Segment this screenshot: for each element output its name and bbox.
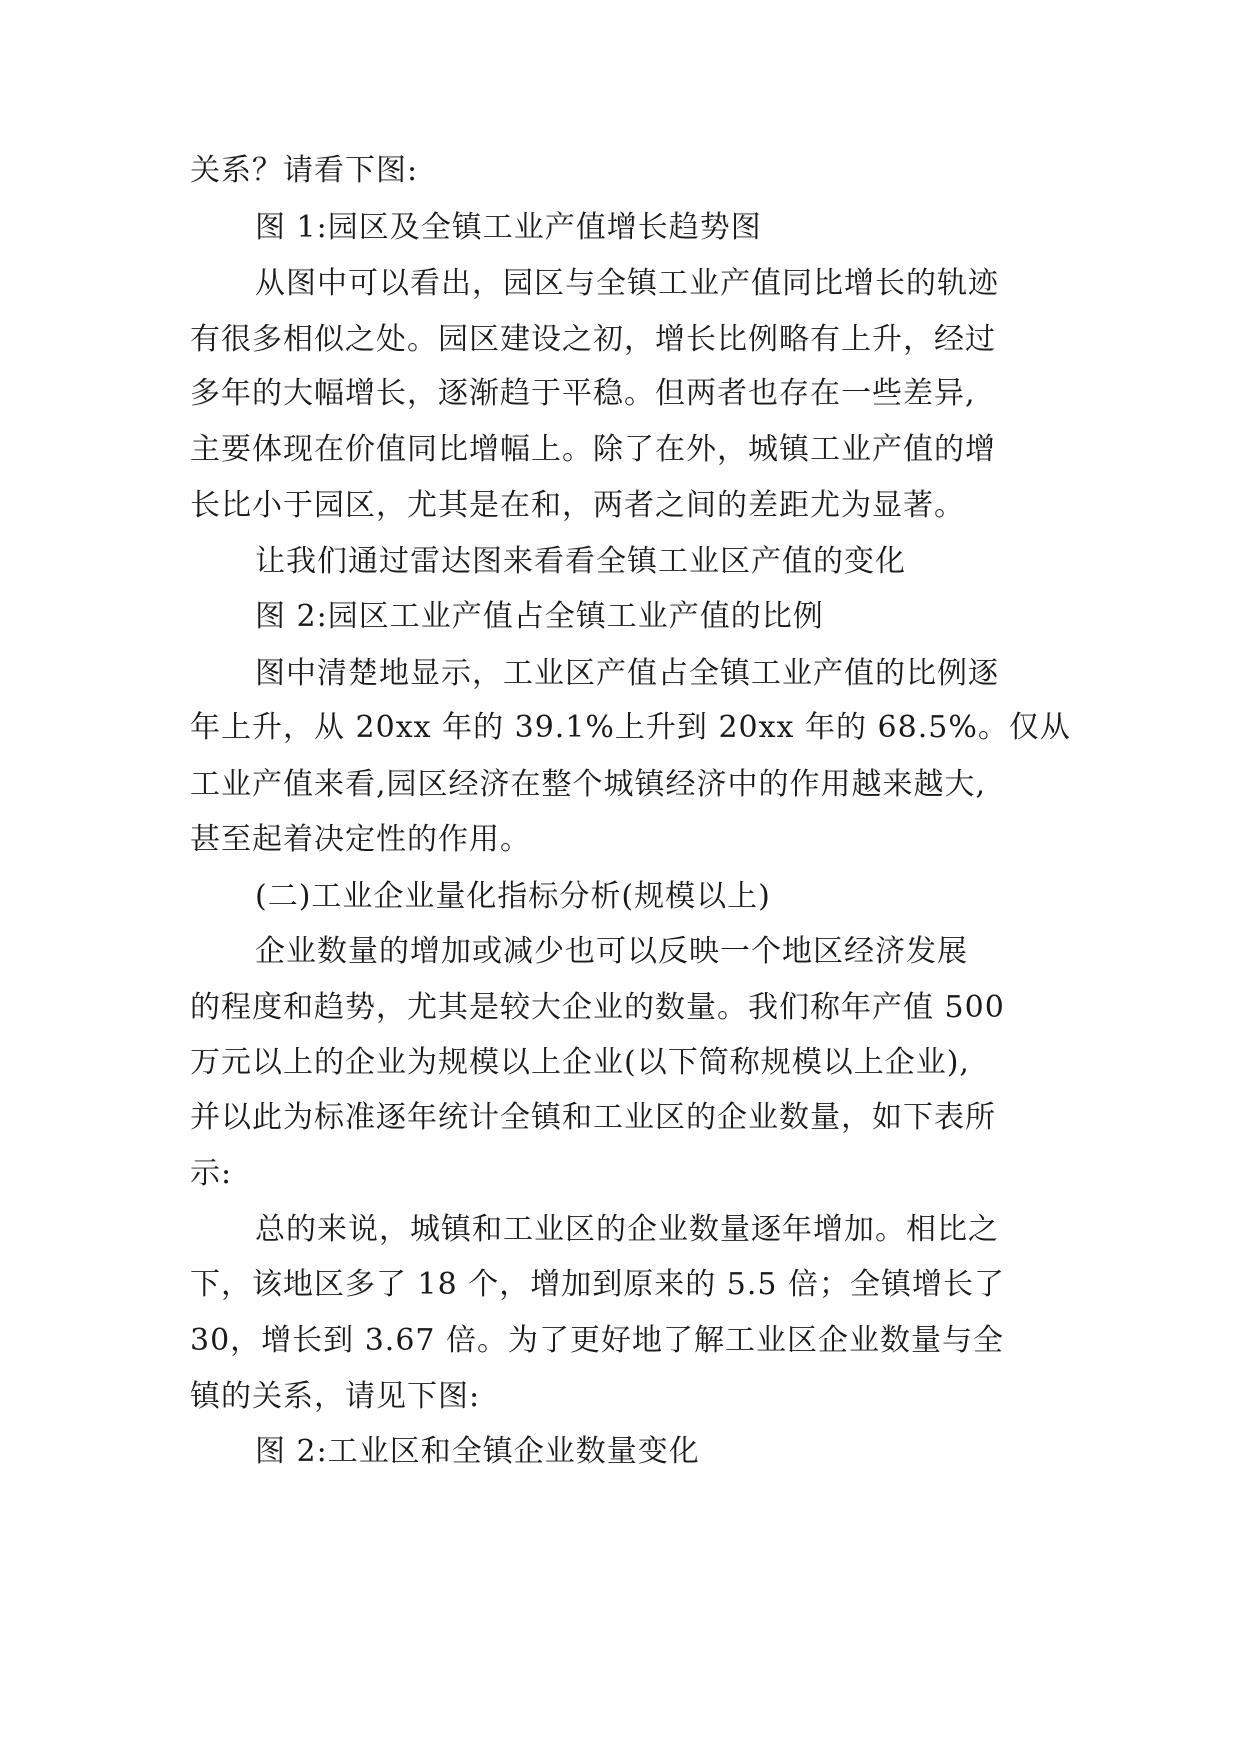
paragraph-line: 多年的大幅增长，逐渐趋于平稳。但两者也存在一些差异, [190, 376, 976, 411]
section-heading: (二)工业企业量化指标分析(规模以上) [255, 879, 771, 914]
paragraph-line: 从图中可以看出，园区与全镇工业产值同比增长的轨迹 [255, 266, 999, 301]
paragraph-line: 工业产值来看,园区经济在整个城镇经济中的作用越来越大, [190, 767, 987, 802]
paragraph-line: 下，该地区多了 18 个，增加到原来的 5.5 倍；全镇增长了 [190, 1267, 1006, 1302]
paragraph-line: 的程度和趋势，尤其是较大企业的数量。我们称年产值 500 [190, 990, 1005, 1025]
paragraph-line: 年上升，从 20xx 年的 39.1%上升到 20xx 年的 68.5%。仅从 [190, 710, 1071, 745]
paragraph-line: 示: [190, 1156, 233, 1191]
paragraph-line: 企业数量的增加或减少也可以反映一个地区经济发展 [255, 934, 968, 969]
paragraph-line: 有很多相似之处。园区建设之初，增长比例略有上升，经过 [190, 322, 996, 357]
figure-caption: 图 2:园区工业产值占全镇工业产值的比例 [255, 599, 824, 634]
paragraph-line: 镇的关系，请见下图: [190, 1379, 481, 1414]
figure-caption: 图 1:园区及全镇工业产值增长趋势图 [255, 210, 762, 245]
paragraph-line: 30，增长到 3.67 倍。为了更好地了解工业区企业数量与全 [190, 1323, 1005, 1358]
paragraph-line: 万元以上的企业为规模以上企业(以下简称规模以上企业), [190, 1045, 970, 1080]
paragraph-line: 甚至起着决定性的作用。 [190, 822, 531, 857]
paragraph-line: 并以此为标准逐年统计全镇和工业区的企业数量，如下表所 [190, 1100, 996, 1135]
text-line: 关系？请看下图: [190, 153, 419, 188]
paragraph-line: 长比小于园区，尤其是在和，两者之间的差距尤为显著。 [190, 488, 965, 523]
paragraph-line: 图中清楚地显示，工业区产值占全镇工业产值的比例逐 [255, 656, 999, 691]
figure-caption: 图 2:工业区和全镇企业数量变化 [255, 1434, 700, 1469]
paragraph-line: 让我们通过雷达图来看看全镇工业区产值的变化 [255, 544, 906, 579]
paragraph-line: 总的来说，城镇和工业区的企业数量逐年增加。相比之 [255, 1212, 999, 1247]
paragraph-line: 主要体现在价值同比增幅上。除了在外，城镇工业产值的增 [190, 432, 996, 467]
